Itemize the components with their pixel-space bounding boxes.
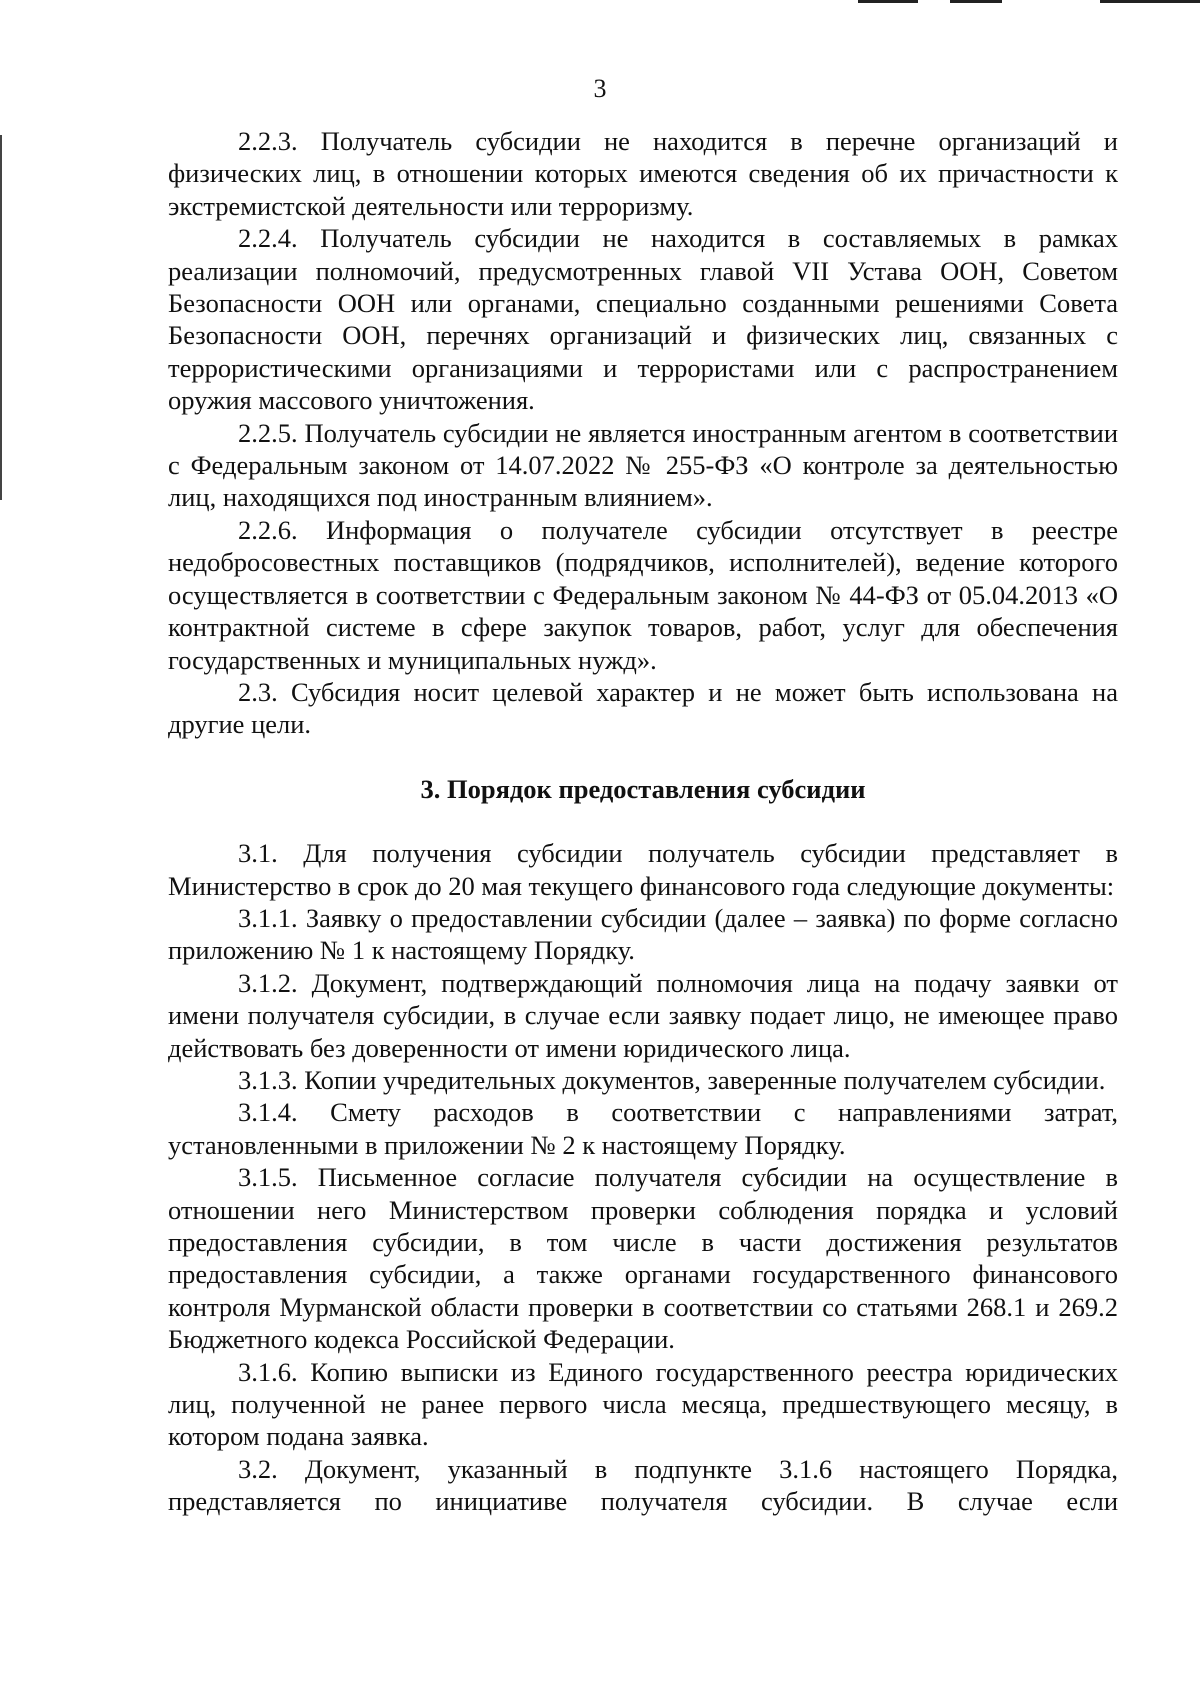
paragraph-3-1: 3.1. Для получения субсидии получатель субсидии представляет в Министерство в срок до 20 мая текущего финансового года следующие документы: [168,838,1118,901]
paragraph-3-1-1: 3.1.1. Заявку о предоставлении субсидии (далее – заявка) по форме согласно приложению № 1 к настоящему Порядку. [168,902,1118,966]
paragraph-3-1-2: 3.1.2. Документ, подтверждающий полномочия лица на подачу заявки от имени получателя субсидии, в случае если заявку подает лицо, не имеющее право действовать без доверенности от имени юридического лица. [168,967,1118,1063]
document-body [168,125,1118,1518]
paragraph-3-1-4: 3.1.4. Смету расходов в соответствии с направлениями затрат, установленными в приложении № 2 к настоящему Порядку. [168,1097,1118,1160]
paragraph-2-2-4: 2.2.4. Получатель субсидии не находится в составляемых в рамках реализации полномочий, предусмотренных главой VII Устава ООН, Советом Безопасности ООН или органами, специально созданными решениями Совета Безопасности ООН, перечнях организаций и физических лиц, связанных с террористическими организациями и террористами или с распространением оружия массового уничтожения. [168,223,1118,416]
scan-mark-top-2 [950,0,1002,3]
paragraph-2-2-3: 2.2.3. Получатель субсидии не находится в перечне организаций и физических лиц, в отношении которых имеются сведения об их причастности к экстремистской деятельности или терроризму. [168,126,1118,221]
paragraph-3-1-6: 3.1.6. Копию выписки из Единого государственного реестра юридических лиц, полученной не ранее первого числа месяца, предшествующего месяцу, в котором подана заявка. [168,1356,1118,1452]
scan-mark-top-3 [1100,0,1200,3]
paragraph-2-2-6: 2.2.6. Информация о получателе субсидии отсутствует в реестре недобросовестных поставщиков (подрядчиков, исполнителей), ведение которого осуществляется в соответствии с Федеральным законом № 44-ФЗ от 05.04.2013 «О контрактной системе в сфере закупок товаров, работ, услуг для обеспечения государственных и муниципальных нужд». [168,514,1118,675]
paragraph-2-2-5: 2.2.5. Получатель субсидии не является иностранным агентом в соответствии с Федеральным законом от 14.07.2022 № 255-ФЗ «О контроле за деятельностью лиц, находящихся под иностранным влиянием». [168,417,1118,513]
paragraph-2-3: 2.3. Субсидия носит целевой характер и не может быть использована на другие цели. [168,676,1118,740]
scan-mark-left [0,135,2,500]
section-title: 3. Порядок предоставления субсидии [420,773,866,804]
scan-mark-top-1 [858,0,918,3]
page-number: 3 [593,74,607,103]
paragraph-3-2: 3.2. Документ, указанный в подпункте 3.1.6 настоящего Порядка, представляется по инициативе получателя субсидии. В случае если [168,1453,1118,1517]
paragraph-3-1-5: 3.1.5. Письменное согласие получателя субсидии на осуществление в отношении него Министерством проверки соблюдения порядка и условий предоставления субсидии, в том числе в части достижения результатов предоставления субсидии, а также органами государственного финансового контроля Мурманской области проверки в соответствии со статьями 268.1 и 269.2 Бюджетного кодекса Российской Федерации. [168,1162,1118,1355]
paragraph-3-1-3: 3.1.3. Копии учредительных документов, заверенные получателем субсидии. [238,1064,1106,1095]
